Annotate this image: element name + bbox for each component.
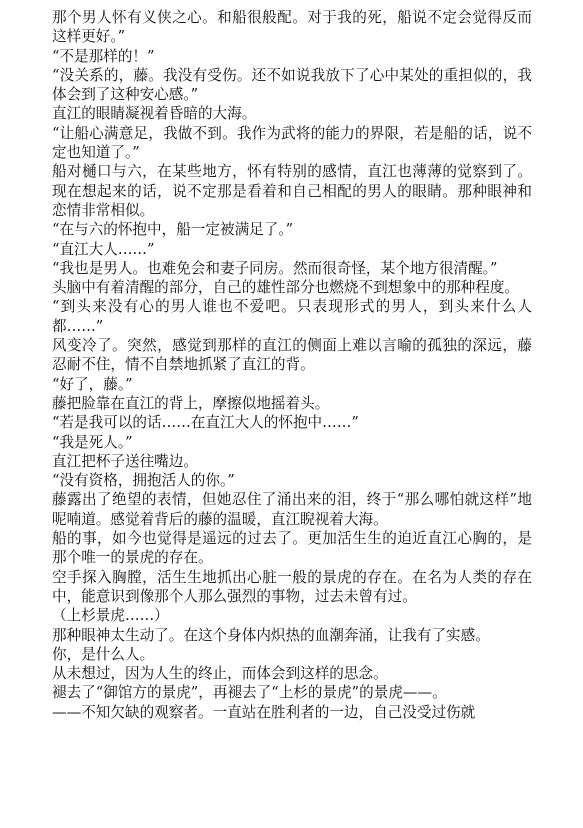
paragraph-5: “让船心满意足，我做不到。我作为武将的能力的界限，若是船的话，说不定也知道了。”: [52, 124, 532, 162]
paragraph-24: 你，是什么人。: [52, 645, 155, 663]
paragraph-12: 风变冷了。突然，感觉到那样的直江的侧面上难以言喻的孤独的深远，藤忍耐不住，情不自禁地抓紧了直江的背。: [52, 337, 532, 374]
paragraph-3: “没关系的，藤。我没有受伤。还不如说我放下了心中某处的重担似的，我体会到了这种安心感。”: [52, 66, 532, 104]
paragraph-20: 船的事，如今也觉得是遥远的过去了。更加活生生的迫近直江心胸的，是那个唯一的景虎的存在。: [52, 530, 532, 567]
paragraph-27: ——不知欠缺的观察者。一直站在胜利者的一边，自己没受过伤就: [52, 703, 476, 721]
paragraph-19: 藤露出了绝望的表情，但她忍住了涌出来的泪，终于“那么哪怕就这样”地呢喃道。感觉着背后的藤的温暖，直江睨视着大海。: [52, 491, 532, 528]
paragraph-14: 藤把脸靠在直江的背上，摩擦似地摇着头。: [52, 394, 330, 412]
paragraph-15: “若是我可以的话……在直江大人的怀抱中……”: [52, 414, 359, 432]
paragraph-2: “不是那样的！”: [52, 47, 155, 65]
paragraph-23: 那种眼神太生动了。在这个身体内炽热的血潮奔涌，让我有了实感。: [52, 626, 490, 644]
paragraph-18: “没有资格，拥抱活人的你。”: [52, 472, 235, 490]
paragraph-25: 从未想过，因为人生的终止，而体会到这样的思念。: [52, 665, 388, 683]
paragraph-10: 头脑中有着清醒的部分，自己的雄性部分也燃烧不到想象中的那种程度。: [52, 279, 520, 297]
paragraph-8: “直江大人……”: [52, 240, 155, 258]
paragraph-21: 空手探入胸膛，活生生地抓出心脏一般的景虎的存在。在名为人类的存在中，能意识到像那个人那么强烈的事物，过去未曾有过。: [52, 568, 532, 605]
paragraph-11: “到头来没有心的男人谁也不爱吧。只表现形式的男人，到头来什么人都……”: [52, 298, 532, 335]
paragraph-1: 那个男人怀有义侠之心。和船很般配。对于我的死，船说不定会觉得反而这样更好。”: [52, 9, 532, 46]
paragraph-6: 船对樋口与六，在某些地方，怀有特别的感情，直江也薄薄的觉察到了。现在想起来的话，说不定那是看着和自己相配的男人的眼睛。那种眼神和恋情非常相似。: [52, 163, 532, 219]
paragraph-9: “我也是男人。也难免会和妻子同房。然而很奇怪，某个地方很清醒。”: [52, 259, 498, 277]
paragraph-13: “好了，藤。”: [52, 375, 133, 393]
paragraph-26: 褪去了“御馆方的景虎”，再褪去了“上杉的景虎”的景虎——。: [52, 684, 447, 702]
paragraph-7: “在与六的怀抱中，船一定被满足了。”: [52, 221, 294, 239]
paragraph-17: 直江把杯子送往嘴边。: [52, 452, 198, 470]
paragraph-22: （上杉景虎……）: [52, 607, 169, 625]
document-page: [52, 8, 532, 722]
paragraph-16: “我是死人。”: [52, 433, 133, 451]
paragraph-4: 直江的眼睛凝视着昏暗的大海。: [52, 105, 257, 123]
